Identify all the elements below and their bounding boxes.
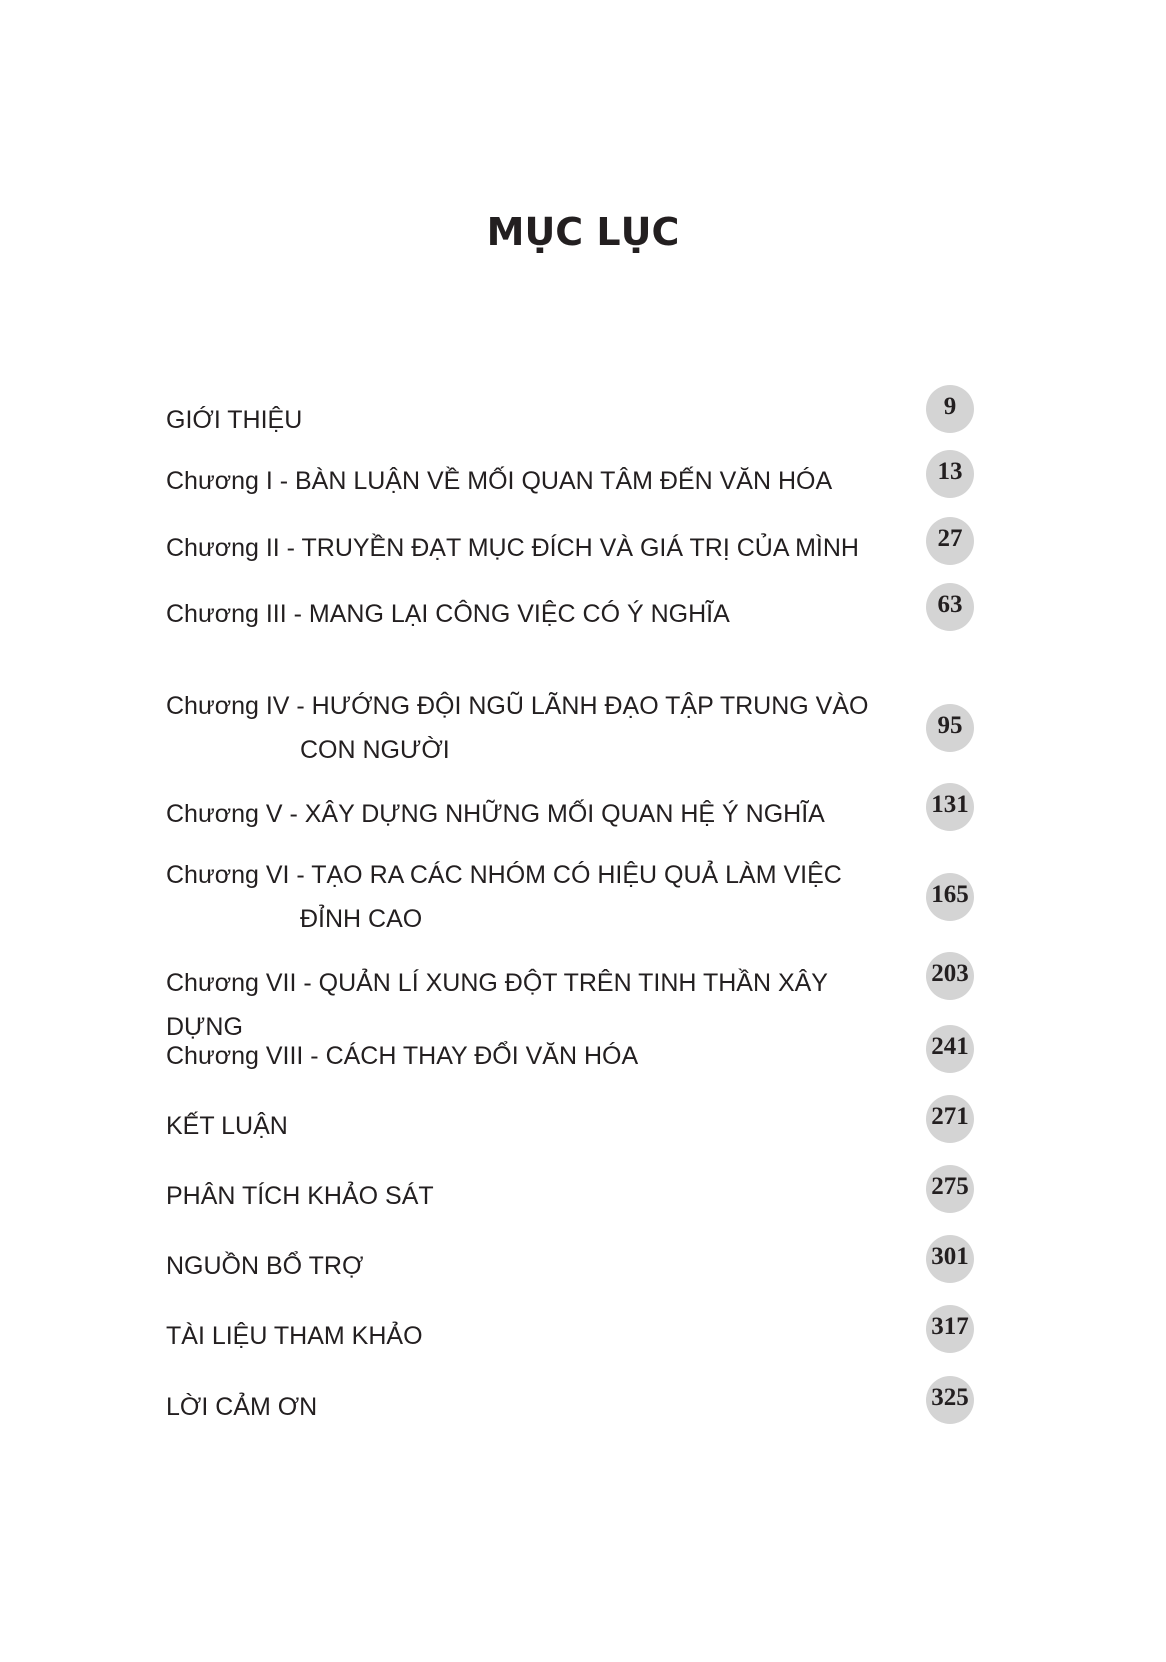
- page-number-badge: 13: [926, 450, 974, 498]
- toc-entry-continuation: ĐỈNH CAO: [300, 905, 423, 933]
- toc-entry-label: Chương II - TRUYỀN ĐẠT MỤC ĐÍCH VÀ GIÁ TRỊ CỦA MÌNH: [166, 534, 859, 562]
- toc-entry-label: NGUỒN BỔ TRỢ: [166, 1252, 364, 1280]
- toc-entry-survey-analysis[interactable]: [166, 1174, 996, 1218]
- toc-entry-resources[interactable]: [166, 1244, 996, 1288]
- page-number-badge: 9: [926, 385, 974, 433]
- page-number-badge: 301: [926, 1235, 974, 1283]
- toc-entry-chapter-5[interactable]: [166, 792, 996, 836]
- page-number-badge: 27: [926, 517, 974, 565]
- toc-entry-label: Chương IV - HƯỚNG ĐỘI NGŨ LÃNH ĐẠO TẬP TRUNG VÀO: [166, 692, 869, 720]
- toc-entry-chapter-2[interactable]: [166, 526, 996, 570]
- page-number-badge: 241: [926, 1025, 974, 1073]
- toc-entry-label: Chương VI - TẠO RA CÁC NHÓM CÓ HIỆU QUẢ LÀM VIỆC: [166, 861, 842, 889]
- toc-entry-label: LỜI CẢM ƠN: [166, 1393, 318, 1421]
- toc-entry-label: PHÂN TÍCH KHẢO SÁT: [166, 1182, 434, 1210]
- toc-entry-chapter-6[interactable]: [166, 853, 996, 941]
- toc-entry-intro[interactable]: [166, 393, 996, 442]
- toc-entry-references[interactable]: [166, 1314, 996, 1358]
- toc-entry-continuation: CON NGƯỜI: [300, 736, 450, 764]
- page-number-badge: 131: [926, 783, 974, 831]
- toc-entry-label: Chương I - BÀN LUẬN VỀ MỐI QUAN TÂM ĐẾN VĂN HÓA: [166, 467, 833, 495]
- page-number-badge: 317: [926, 1305, 974, 1353]
- toc-entry-chapter-3[interactable]: [166, 592, 996, 636]
- toc-entry-label: Chương VIII - CÁCH THAY ĐỔI VĂN HÓA: [166, 1042, 639, 1070]
- toc-entry-label: KẾT LUẬN: [166, 1112, 288, 1140]
- page-number-badge: 63: [926, 583, 974, 631]
- toc-entry-label: Chương V - XÂY DỰNG NHỮNG MỐI QUAN HỆ Ý NGHĨA: [166, 800, 825, 828]
- toc-entry-chapter-4[interactable]: [166, 684, 996, 772]
- toc-entry-acknowledgements[interactable]: [166, 1385, 996, 1429]
- toc-entry-conclusion[interactable]: [166, 1104, 996, 1148]
- page-number-badge: 165: [926, 873, 974, 921]
- page-number-badge: 325: [926, 1376, 974, 1424]
- page-title: MỤC LỤC: [486, 210, 680, 254]
- toc-entry-label: TÀI LIỆU THAM KHẢO: [166, 1322, 423, 1350]
- toc-entry-chapter-1[interactable]: [166, 459, 996, 503]
- toc-entry-label: Chương VII - QUẢN LÍ XUNG ĐỘT TRÊN TINH THẦN XÂY DỰNG: [166, 969, 828, 1041]
- page-number-badge: 275: [926, 1165, 974, 1213]
- toc-entry-label: GIỚI THIỆU: [166, 406, 303, 434]
- toc-entry-label: Chương III - MANG LẠI CÔNG VIỆC CÓ Ý NGHĨA: [166, 600, 730, 628]
- page-number-badge: 203: [926, 952, 974, 1000]
- page-number-badge: 271: [926, 1095, 974, 1143]
- toc-entry-chapter-8[interactable]: [166, 1034, 996, 1078]
- page-number-badge: 95: [926, 704, 974, 752]
